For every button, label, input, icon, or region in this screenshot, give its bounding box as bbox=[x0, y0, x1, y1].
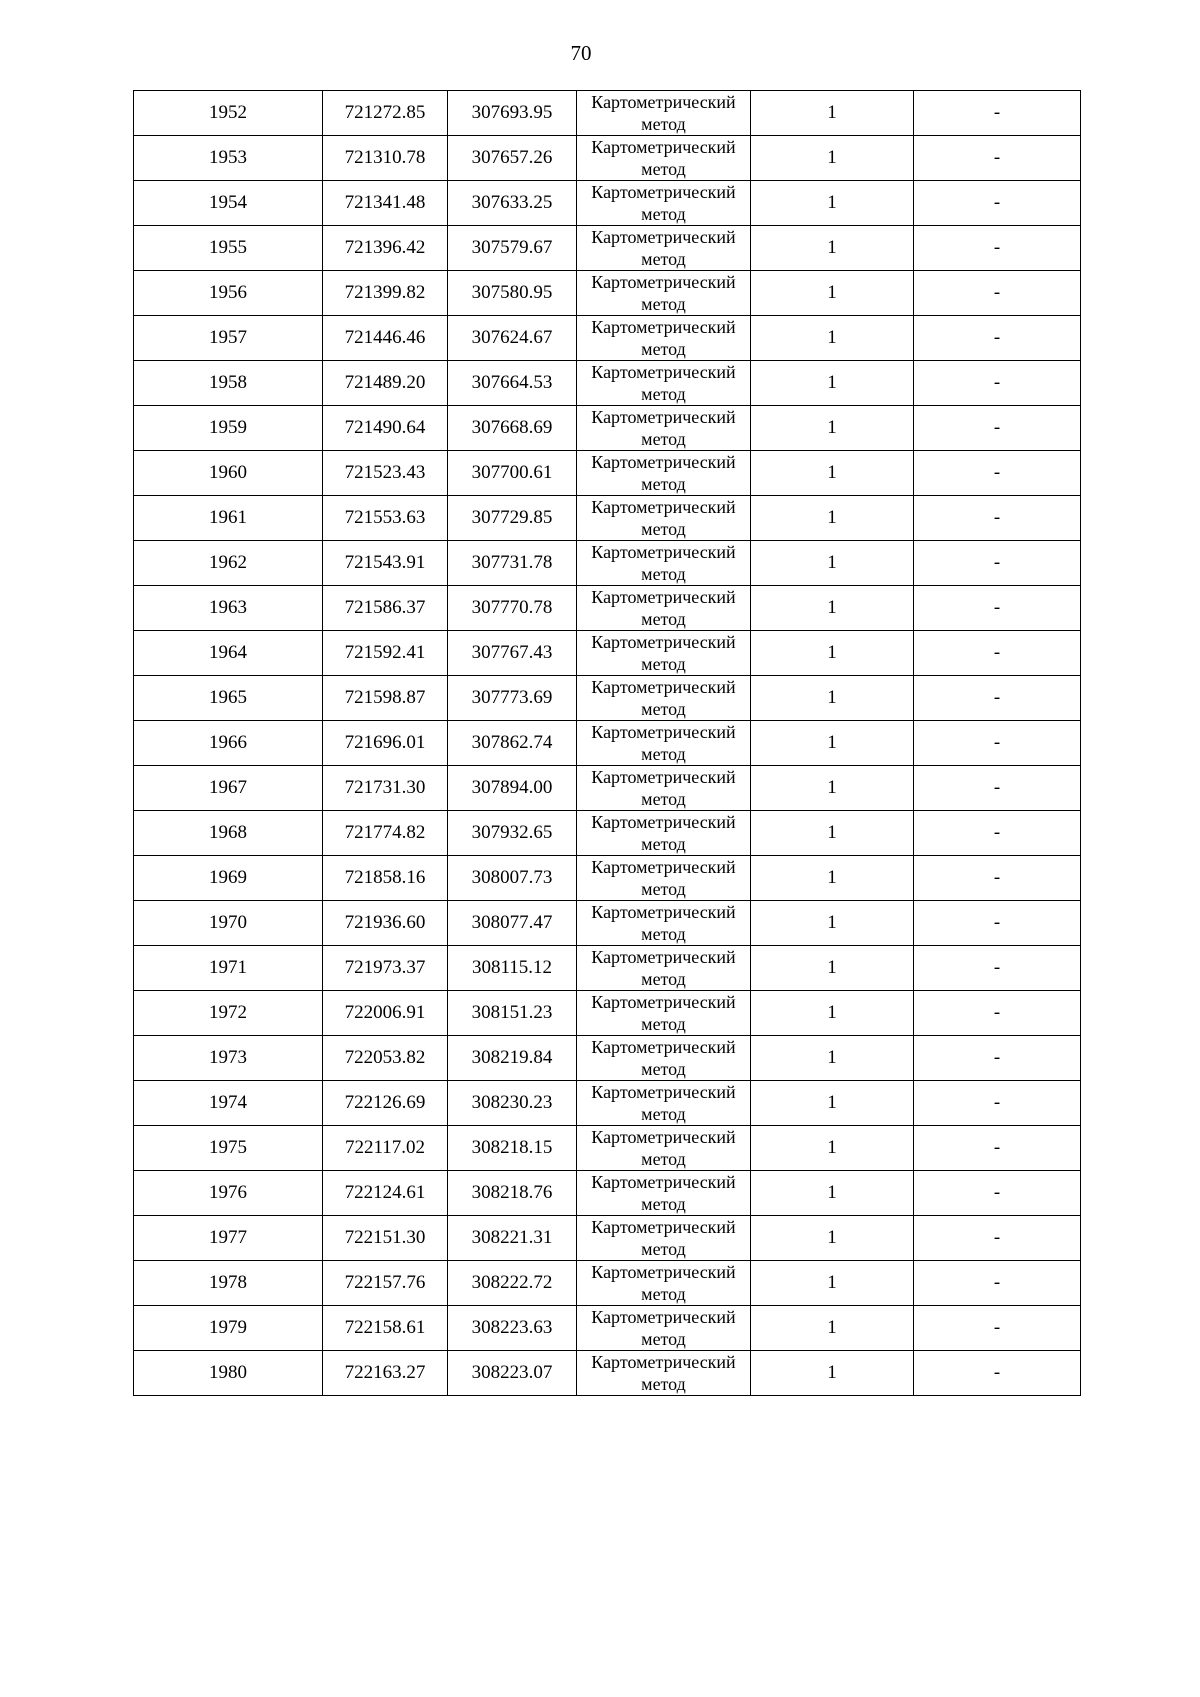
point-number-cell: 1978 bbox=[134, 1261, 323, 1306]
point-number-cell: 1972 bbox=[134, 991, 323, 1036]
table-row bbox=[134, 766, 1081, 811]
note-cell: - bbox=[914, 991, 1081, 1036]
note-cell: - bbox=[914, 496, 1081, 541]
method-cell: Картометрический метод bbox=[577, 361, 751, 406]
x-coordinate-cell: 722124.61 bbox=[323, 1171, 448, 1216]
table-row bbox=[134, 1216, 1081, 1261]
accuracy-cell: 1 bbox=[751, 1171, 914, 1216]
method-cell: Картометрический метод bbox=[577, 541, 751, 586]
table-row bbox=[134, 1036, 1081, 1081]
y-coordinate-cell: 308222.72 bbox=[448, 1261, 577, 1306]
x-coordinate-cell: 722006.91 bbox=[323, 991, 448, 1036]
table-row bbox=[134, 1171, 1081, 1216]
method-cell: Картометрический метод bbox=[577, 856, 751, 901]
table-row bbox=[134, 721, 1081, 766]
point-number-cell: 1979 bbox=[134, 1306, 323, 1351]
x-coordinate-cell: 721731.30 bbox=[323, 766, 448, 811]
note-cell: - bbox=[914, 1216, 1081, 1261]
y-coordinate-cell: 307624.67 bbox=[448, 316, 577, 361]
accuracy-cell: 1 bbox=[751, 181, 914, 226]
table-row bbox=[134, 901, 1081, 946]
accuracy-cell: 1 bbox=[751, 1351, 914, 1396]
table-row bbox=[134, 271, 1081, 316]
y-coordinate-cell: 308115.12 bbox=[448, 946, 577, 991]
x-coordinate-cell: 722163.27 bbox=[323, 1351, 448, 1396]
note-cell: - bbox=[914, 361, 1081, 406]
point-number-cell: 1966 bbox=[134, 721, 323, 766]
note-cell: - bbox=[914, 721, 1081, 766]
accuracy-cell: 1 bbox=[751, 136, 914, 181]
accuracy-cell: 1 bbox=[751, 316, 914, 361]
y-coordinate-cell: 308230.23 bbox=[448, 1081, 577, 1126]
accuracy-cell: 1 bbox=[751, 1126, 914, 1171]
method-cell: Картометрический метод bbox=[577, 811, 751, 856]
y-coordinate-cell: 307770.78 bbox=[448, 586, 577, 631]
point-number-cell: 1964 bbox=[134, 631, 323, 676]
table-row bbox=[134, 1351, 1081, 1396]
y-coordinate-cell: 307729.85 bbox=[448, 496, 577, 541]
point-number-cell: 1971 bbox=[134, 946, 323, 991]
y-coordinate-cell: 308007.73 bbox=[448, 856, 577, 901]
method-cell: Картометрический метод bbox=[577, 226, 751, 271]
y-coordinate-cell: 307731.78 bbox=[448, 541, 577, 586]
accuracy-cell: 1 bbox=[751, 856, 914, 901]
accuracy-cell: 1 bbox=[751, 721, 914, 766]
method-cell: Картометрический метод bbox=[577, 586, 751, 631]
x-coordinate-cell: 721973.37 bbox=[323, 946, 448, 991]
x-coordinate-cell: 722126.69 bbox=[323, 1081, 448, 1126]
table-row bbox=[134, 631, 1081, 676]
accuracy-cell: 1 bbox=[751, 586, 914, 631]
note-cell: - bbox=[914, 631, 1081, 676]
y-coordinate-cell: 308223.07 bbox=[448, 1351, 577, 1396]
x-coordinate-cell: 722158.61 bbox=[323, 1306, 448, 1351]
method-cell: Картометрический метод bbox=[577, 181, 751, 226]
accuracy-cell: 1 bbox=[751, 496, 914, 541]
accuracy-cell: 1 bbox=[751, 1306, 914, 1351]
note-cell: - bbox=[914, 1351, 1081, 1396]
method-cell: Картометрический метод bbox=[577, 1171, 751, 1216]
x-coordinate-cell: 721774.82 bbox=[323, 811, 448, 856]
accuracy-cell: 1 bbox=[751, 226, 914, 271]
x-coordinate-cell: 721598.87 bbox=[323, 676, 448, 721]
table-row bbox=[134, 811, 1081, 856]
point-number-cell: 1970 bbox=[134, 901, 323, 946]
method-cell: Картометрический метод bbox=[577, 136, 751, 181]
y-coordinate-cell: 307633.25 bbox=[448, 181, 577, 226]
y-coordinate-cell: 307668.69 bbox=[448, 406, 577, 451]
table-row bbox=[134, 226, 1081, 271]
y-coordinate-cell: 308218.15 bbox=[448, 1126, 577, 1171]
method-cell: Картометрический метод bbox=[577, 451, 751, 496]
x-coordinate-cell: 721446.46 bbox=[323, 316, 448, 361]
note-cell: - bbox=[914, 406, 1081, 451]
point-number-cell: 1962 bbox=[134, 541, 323, 586]
note-cell: - bbox=[914, 1036, 1081, 1081]
point-number-cell: 1967 bbox=[134, 766, 323, 811]
x-coordinate-cell: 721399.82 bbox=[323, 271, 448, 316]
method-cell: Картометрический метод bbox=[577, 1081, 751, 1126]
accuracy-cell: 1 bbox=[751, 1261, 914, 1306]
note-cell: - bbox=[914, 766, 1081, 811]
method-cell: Картометрический метод bbox=[577, 496, 751, 541]
x-coordinate-cell: 721592.41 bbox=[323, 631, 448, 676]
method-cell: Картометрический метод bbox=[577, 1306, 751, 1351]
table-row bbox=[134, 541, 1081, 586]
y-coordinate-cell: 308151.23 bbox=[448, 991, 577, 1036]
y-coordinate-cell: 307862.74 bbox=[448, 721, 577, 766]
x-coordinate-cell: 721523.43 bbox=[323, 451, 448, 496]
accuracy-cell: 1 bbox=[751, 541, 914, 586]
note-cell: - bbox=[914, 856, 1081, 901]
note-cell: - bbox=[914, 91, 1081, 136]
y-coordinate-cell: 307664.53 bbox=[448, 361, 577, 406]
method-cell: Картометрический метод bbox=[577, 1351, 751, 1396]
method-cell: Картометрический метод bbox=[577, 1126, 751, 1171]
x-coordinate-cell: 721696.01 bbox=[323, 721, 448, 766]
y-coordinate-cell: 307693.95 bbox=[448, 91, 577, 136]
method-cell: Картометрический метод bbox=[577, 91, 751, 136]
x-coordinate-cell: 721936.60 bbox=[323, 901, 448, 946]
coordinates-table-body bbox=[134, 91, 1081, 1396]
y-coordinate-cell: 307700.61 bbox=[448, 451, 577, 496]
accuracy-cell: 1 bbox=[751, 901, 914, 946]
x-coordinate-cell: 721858.16 bbox=[323, 856, 448, 901]
point-number-cell: 1969 bbox=[134, 856, 323, 901]
table-row bbox=[134, 586, 1081, 631]
x-coordinate-cell: 721489.20 bbox=[323, 361, 448, 406]
method-cell: Картометрический метод bbox=[577, 991, 751, 1036]
method-cell: Картометрический метод bbox=[577, 901, 751, 946]
note-cell: - bbox=[914, 946, 1081, 991]
note-cell: - bbox=[914, 136, 1081, 181]
method-cell: Картометрический метод bbox=[577, 316, 751, 361]
table-row bbox=[134, 676, 1081, 721]
method-cell: Картометрический метод bbox=[577, 1036, 751, 1081]
note-cell: - bbox=[914, 1081, 1081, 1126]
point-number-cell: 1975 bbox=[134, 1126, 323, 1171]
table-row bbox=[134, 1261, 1081, 1306]
y-coordinate-cell: 308219.84 bbox=[448, 1036, 577, 1081]
page-number: 70 bbox=[570, 41, 592, 65]
x-coordinate-cell: 721543.91 bbox=[323, 541, 448, 586]
accuracy-cell: 1 bbox=[751, 946, 914, 991]
x-coordinate-cell: 721310.78 bbox=[323, 136, 448, 181]
method-cell: Картометрический метод bbox=[577, 766, 751, 811]
table-row bbox=[134, 856, 1081, 901]
table-row bbox=[134, 496, 1081, 541]
y-coordinate-cell: 307767.43 bbox=[448, 631, 577, 676]
note-cell: - bbox=[914, 1171, 1081, 1216]
y-coordinate-cell: 307894.00 bbox=[448, 766, 577, 811]
point-number-cell: 1961 bbox=[134, 496, 323, 541]
point-number-cell: 1955 bbox=[134, 226, 323, 271]
y-coordinate-cell: 308221.31 bbox=[448, 1216, 577, 1261]
method-cell: Картометрический метод bbox=[577, 946, 751, 991]
point-number-cell: 1960 bbox=[134, 451, 323, 496]
note-cell: - bbox=[914, 586, 1081, 631]
accuracy-cell: 1 bbox=[751, 676, 914, 721]
x-coordinate-cell: 722117.02 bbox=[323, 1126, 448, 1171]
y-coordinate-cell: 308218.76 bbox=[448, 1171, 577, 1216]
point-number-cell: 1963 bbox=[134, 586, 323, 631]
note-cell: - bbox=[914, 181, 1081, 226]
point-number-cell: 1976 bbox=[134, 1171, 323, 1216]
coordinates-table bbox=[133, 90, 1081, 1396]
note-cell: - bbox=[914, 541, 1081, 586]
point-number-cell: 1959 bbox=[134, 406, 323, 451]
accuracy-cell: 1 bbox=[751, 766, 914, 811]
accuracy-cell: 1 bbox=[751, 991, 914, 1036]
accuracy-cell: 1 bbox=[751, 406, 914, 451]
method-cell: Картометрический метод bbox=[577, 721, 751, 766]
x-coordinate-cell: 721586.37 bbox=[323, 586, 448, 631]
y-coordinate-cell: 307932.65 bbox=[448, 811, 577, 856]
point-number-cell: 1980 bbox=[134, 1351, 323, 1396]
point-number-cell: 1968 bbox=[134, 811, 323, 856]
table-row bbox=[134, 991, 1081, 1036]
y-coordinate-cell: 308223.63 bbox=[448, 1306, 577, 1351]
y-coordinate-cell: 307580.95 bbox=[448, 271, 577, 316]
x-coordinate-cell: 721490.64 bbox=[323, 406, 448, 451]
accuracy-cell: 1 bbox=[751, 361, 914, 406]
point-number-cell: 1953 bbox=[134, 136, 323, 181]
x-coordinate-cell: 721396.42 bbox=[323, 226, 448, 271]
point-number-cell: 1958 bbox=[134, 361, 323, 406]
table-row bbox=[134, 1126, 1081, 1171]
method-cell: Картометрический метод bbox=[577, 1216, 751, 1261]
x-coordinate-cell: 722157.76 bbox=[323, 1261, 448, 1306]
point-number-cell: 1956 bbox=[134, 271, 323, 316]
note-cell: - bbox=[914, 451, 1081, 496]
table-row bbox=[134, 316, 1081, 361]
y-coordinate-cell: 308077.47 bbox=[448, 901, 577, 946]
method-cell: Картометрический метод bbox=[577, 631, 751, 676]
point-number-cell: 1974 bbox=[134, 1081, 323, 1126]
x-coordinate-cell: 721341.48 bbox=[323, 181, 448, 226]
table-row bbox=[134, 136, 1081, 181]
y-coordinate-cell: 307579.67 bbox=[448, 226, 577, 271]
method-cell: Картометрический метод bbox=[577, 271, 751, 316]
accuracy-cell: 1 bbox=[751, 1216, 914, 1261]
note-cell: - bbox=[914, 901, 1081, 946]
x-coordinate-cell: 722053.82 bbox=[323, 1036, 448, 1081]
table-row bbox=[134, 946, 1081, 991]
accuracy-cell: 1 bbox=[751, 91, 914, 136]
y-coordinate-cell: 307657.26 bbox=[448, 136, 577, 181]
note-cell: - bbox=[914, 271, 1081, 316]
method-cell: Картометрический метод bbox=[577, 406, 751, 451]
note-cell: - bbox=[914, 676, 1081, 721]
table-row bbox=[134, 91, 1081, 136]
y-coordinate-cell: 307773.69 bbox=[448, 676, 577, 721]
table-row bbox=[134, 451, 1081, 496]
note-cell: - bbox=[914, 226, 1081, 271]
method-cell: Картометрический метод bbox=[577, 676, 751, 721]
table-row bbox=[134, 1081, 1081, 1126]
point-number-cell: 1965 bbox=[134, 676, 323, 721]
x-coordinate-cell: 721553.63 bbox=[323, 496, 448, 541]
accuracy-cell: 1 bbox=[751, 631, 914, 676]
table-row bbox=[134, 181, 1081, 226]
table-row bbox=[134, 361, 1081, 406]
accuracy-cell: 1 bbox=[751, 271, 914, 316]
note-cell: - bbox=[914, 1126, 1081, 1171]
method-cell: Картометрический метод bbox=[577, 1261, 751, 1306]
note-cell: - bbox=[914, 316, 1081, 361]
table-row bbox=[134, 1306, 1081, 1351]
point-number-cell: 1973 bbox=[134, 1036, 323, 1081]
x-coordinate-cell: 722151.30 bbox=[323, 1216, 448, 1261]
note-cell: - bbox=[914, 811, 1081, 856]
x-coordinate-cell: 721272.85 bbox=[323, 91, 448, 136]
note-cell: - bbox=[914, 1306, 1081, 1351]
table-row bbox=[134, 406, 1081, 451]
point-number-cell: 1977 bbox=[134, 1216, 323, 1261]
accuracy-cell: 1 bbox=[751, 811, 914, 856]
accuracy-cell: 1 bbox=[751, 1081, 914, 1126]
accuracy-cell: 1 bbox=[751, 451, 914, 496]
note-cell: - bbox=[914, 1261, 1081, 1306]
point-number-cell: 1952 bbox=[134, 91, 323, 136]
point-number-cell: 1954 bbox=[134, 181, 323, 226]
accuracy-cell: 1 bbox=[751, 1036, 914, 1081]
point-number-cell: 1957 bbox=[134, 316, 323, 361]
